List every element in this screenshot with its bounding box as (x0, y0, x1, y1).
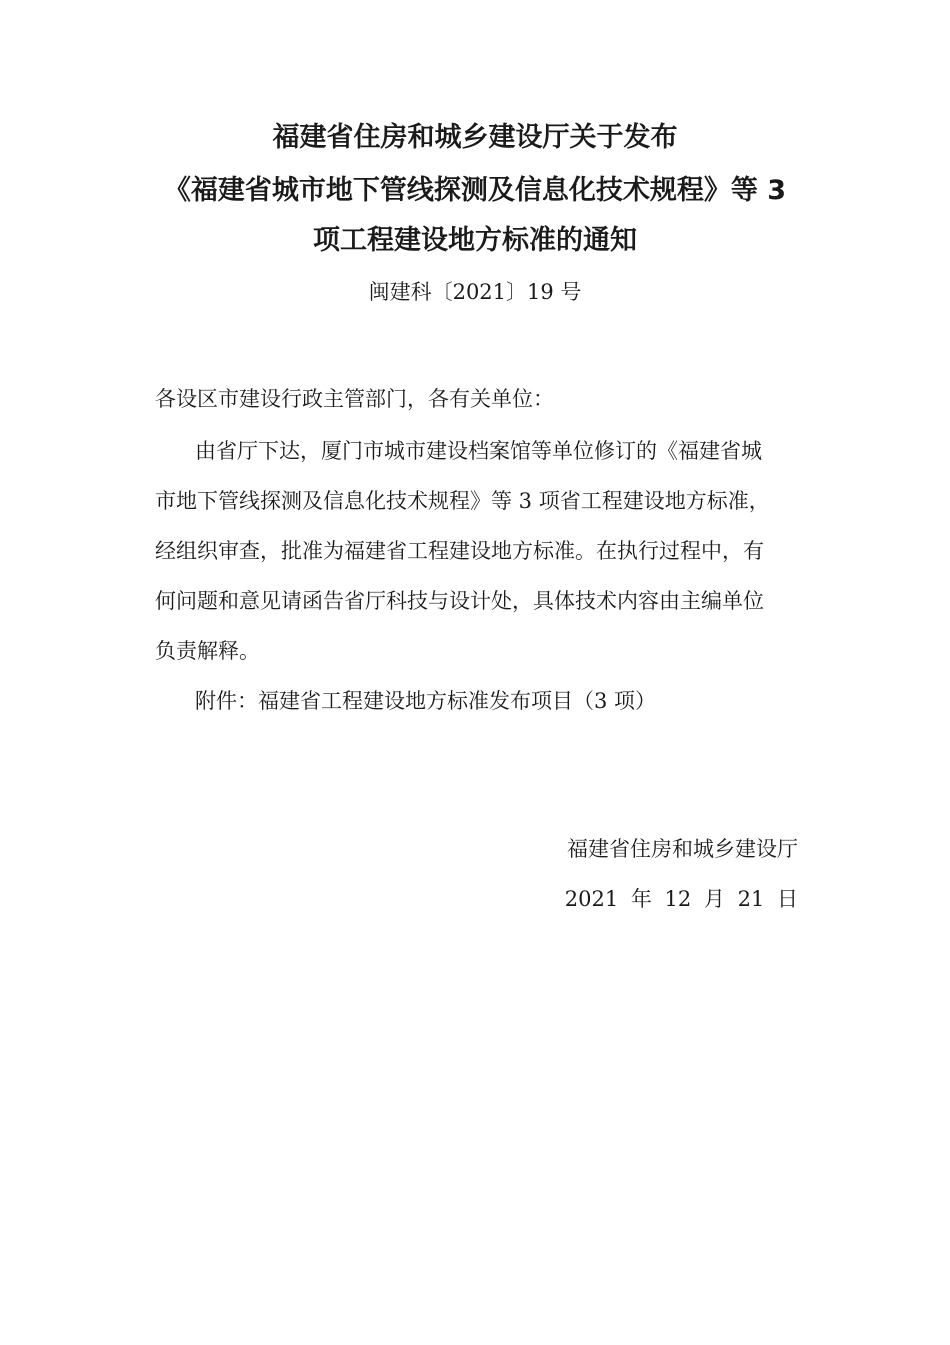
body-line-3: 经组织审查，批准为福建省工程建设地方标准。在执行过程中，有 (155, 539, 764, 563)
body-line-2: 市地下管线探测及信息化技术规程》等 3 项省工程建设地方标准， (155, 489, 770, 513)
salutation: 各设区市建设行政主管部门，各有关单位： (155, 387, 554, 411)
title-line-2: 《福建省城市地下管线探测及信息化技术规程》等 3 (163, 175, 787, 206)
body-line-5: 负责解释。 (155, 639, 260, 663)
body-line-4: 何问题和意见请函告省厅科技与设计处，具体技术内容由主编单位 (155, 589, 764, 613)
issue-date: 2021 年 12 月 21 日 (564, 887, 798, 911)
document-number: 闽建科〔2021〕19 号 (368, 280, 582, 304)
title-line-1: 福建省住房和城乡建设厅关于发布 (272, 122, 678, 153)
signer: 福建省住房和城乡建设厅 (567, 837, 798, 861)
title-line-3: 项工程建设地方标准的通知 (313, 225, 637, 256)
body-line-1: 由省厅下达，厦门市城市建设档案馆等单位修订的《福建省城 (195, 439, 762, 463)
attachment-line: 附件：福建省工程建设地方标准发布项目（3 项） (195, 689, 657, 713)
